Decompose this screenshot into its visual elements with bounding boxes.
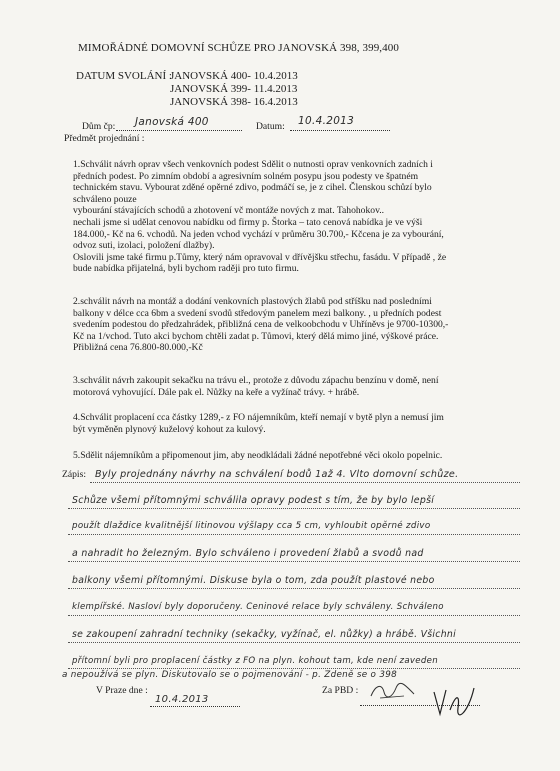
datum-svolani-label: DATUM SVOLÁNÍ : — [76, 70, 172, 82]
item-1-line: schváleno pouze — [73, 193, 137, 205]
praze-field — [150, 696, 240, 707]
item-3 — [73, 375, 513, 398]
item-1-line: technickém stavu. Vybourat zděné opěrné zdivo, podmáčí se, je z cihel. Členskou schůzí bylo — [73, 182, 432, 194]
item-3-line: 3.schválit návrh zakoupit sekačku na trávu el., protože z důvodu zápachu benzínu v domě, není — [73, 375, 439, 386]
zapis-handwritten-line: použít dlaždice kvalitnější litinovou výšlapy cca 5 cm, vyhloubit opěrné zdivo — [72, 521, 431, 531]
item-1-line: 184.000,- Kč na 6. vchodů. Na jeden vchod vychází v průměru 30.700,- Kčcena je za vybourání, — [73, 228, 444, 240]
zapis-rule — [68, 668, 520, 669]
item-1-line: předních podest. Po zimním období a agresivním solném posypu jsou podesty ve špatném — [73, 170, 419, 182]
zapis-handwritten-line: přítomní byli pro proplacení částky z FO na plyn. kohout tam, kde není zaveden — [72, 656, 438, 666]
zapis-rule — [68, 588, 520, 589]
item-1-line: bude nabídka přijatelná, byli bychom raději pro tuto firmu. — [73, 263, 299, 275]
item-1-line: odvoz suti, izolaci, položení dlažby). — [73, 240, 215, 252]
zapis-handwritten-line: se zakoupení zahradní techniky (sekačky, vyžínač, el. nůžky) a hrábě. Všichni — [72, 629, 456, 640]
zapis-label: Zápis: — [62, 469, 86, 480]
item-2-line: svedením podestou do předzahrádek, přibližná cena de velkoobchodu v Uhříněvs je 9700-10300,- — [73, 319, 449, 331]
item-2-line: balkony v délce cca 6bm a svedení svodů středovým panelem mezi balkony. , u předních podest — [73, 307, 442, 319]
item-1 — [73, 159, 513, 275]
praze-label: V Praze dne : — [96, 685, 148, 696]
za-pbd-label: Za PBD : — [322, 685, 359, 696]
item-2-line: Kč na 1/vchod. Tuto akci bychom chtěli zadat p. Tůmovi, který dělá mimo jiné, výškové práce. — [73, 330, 439, 342]
zapis-handwritten-line: balkony všemi přítomnými. Diskuse byla o tom, zda použít plastové nebo — [72, 575, 435, 586]
item-2-line: 2.schválit návrh na montáž a dodání venkovních plastových žlabů pod stříšku nad posledními — [73, 296, 432, 307]
signature-1-icon — [368, 680, 418, 702]
zapis-rule — [68, 508, 520, 509]
zapis-handwritten-line: klempířské. Nasloví byly doporučeny. Ceninové relace byly schváleny. Schváleno — [72, 602, 444, 612]
item-3-line: motorová vyhovující. Dále pak el. Nůžky na keře a vyžínač trávy. + hrábě. — [73, 386, 360, 398]
item-4 — [73, 412, 513, 435]
datum-line-399: JANOVSKÁ 399- 11.4.2013 — [170, 83, 298, 95]
zapis-handwritten-line: a nahradit ho železným. Bylo schváleno i provedení žlabů a svodů nad — [72, 548, 424, 559]
datum-line-398: JANOVSKÁ 398- 16.4.2013 — [170, 96, 298, 108]
zapis-rule — [90, 482, 520, 483]
zapis-rule — [68, 534, 520, 535]
zapis-handwritten-line: Schůze všemi přítomnými schválila opravy podest s tím, že by bylo lepší — [72, 495, 435, 506]
item-5-line: 5.Sdělit nájemníkům a připomenout jim, aby neodkládali žádné nepotřebné věci okolo popelnic. — [73, 450, 443, 461]
datum-value: 10.4.2013 — [298, 115, 355, 127]
dum-label: Dům čp: — [82, 121, 116, 132]
datum-line-400: JANOVSKÁ 400- 10.4.2013 — [170, 70, 298, 82]
zapis-rule — [68, 561, 520, 562]
datum-label: Datum: — [256, 121, 285, 132]
zapis-handwritten-line: a nepoužívá se plyn. Diskutovalo se o pojmenování - p. Zdeně se o 398 — [62, 670, 398, 680]
item-1-line: 1.Schválit návrh oprav všech venkovních podest Sdělit o nutnosti oprav venkovních zadních i — [73, 159, 433, 170]
item-1-line: nechali jsme si udělat cenovou nabídku od firmy p. Štorka – tato cenová nabídka je ve výši — [73, 216, 423, 228]
zapis-handwritten-line: Byly projednány návrhy na schválení bodů 1až 4. Vlto domovní schůze. — [95, 469, 459, 480]
signature-2-icon — [430, 684, 480, 718]
predmet-label: Předmět projednání : — [64, 133, 145, 144]
item-4-line: 4.Schválit proplacení cca částky 1289,- z FO nájemníkům, kteří nemají v bytě plyn a nemusí jim — [73, 412, 444, 423]
zapis-rule — [68, 642, 520, 643]
item-1-line: vybourání stávajících schodů a zhotovení vč montáže nových z mat. Tahohokov.. — [73, 205, 385, 217]
item-2-line: Přibližná cena 76.800-80.000,-Kč — [73, 342, 203, 354]
item-5 — [73, 450, 513, 462]
dum-value: Janovská 400 — [135, 116, 209, 128]
item-1-line: Oslovili jsme také firmu p.Tůmy, který nám opravoval v dřívějšku střechu, fasádu. V případě , že — [73, 251, 447, 263]
item-4-line: být vyměněn plynový kuželový kohout za kulový. — [73, 423, 266, 435]
document-title: MIMOŘÁDNÉ DOMOVNÍ SCHŮZE PRO JANOVSKÁ 398, 399,400 — [78, 42, 399, 54]
zapis-rule — [68, 615, 520, 616]
item-2 — [73, 296, 513, 354]
praze-value: 10.4.2013 — [155, 694, 209, 705]
